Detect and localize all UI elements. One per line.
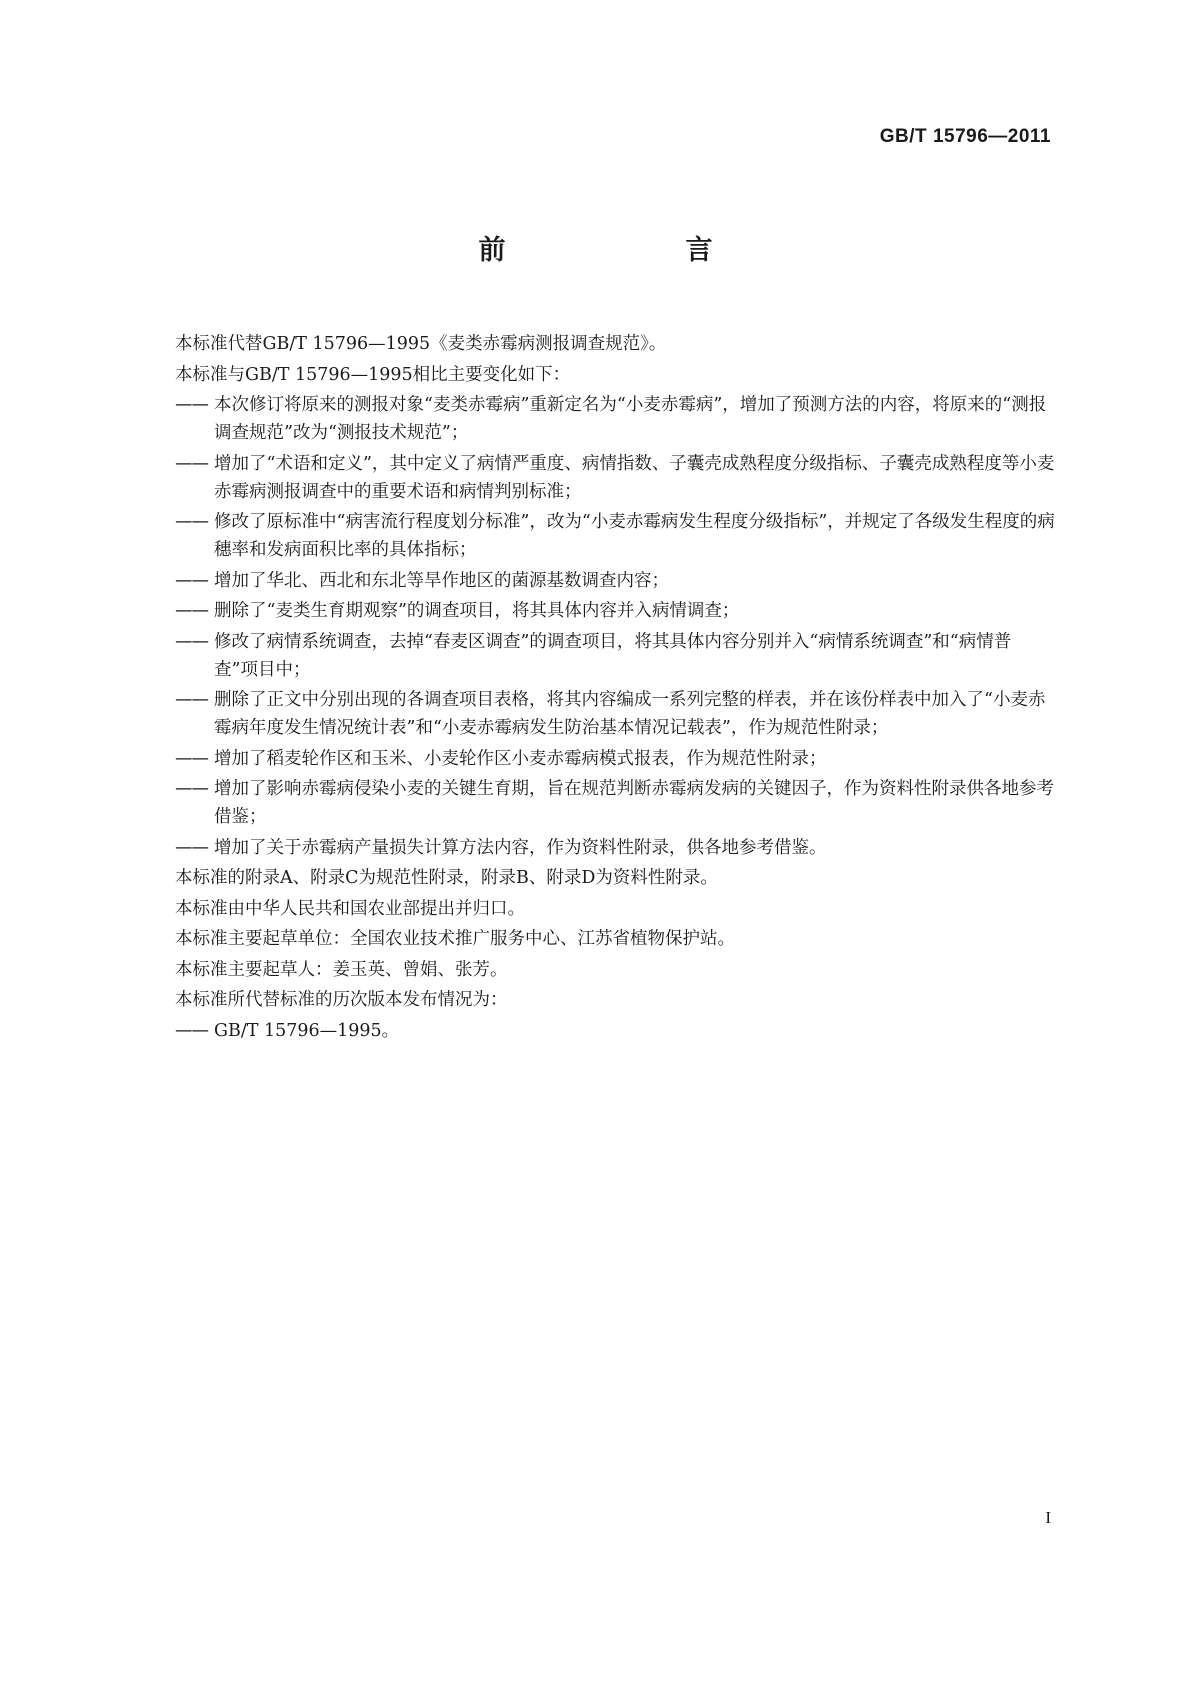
- history-intro: 本标准所代替标准的历次版本发布情况为：: [175, 990, 508, 1010]
- change-item: [175, 597, 1055, 625]
- dash-marker: ——: [175, 690, 208, 710]
- change-item: [175, 834, 1055, 862]
- drafting-units: 本标准主要起草单位：全国农业技术推广服务中心、江苏省植物保护站。: [175, 929, 735, 949]
- history-item: [175, 1017, 1055, 1045]
- dash-marker: ——: [175, 453, 208, 474]
- dash-marker: ——: [175, 1020, 208, 1041]
- dash-marker: ——: [175, 395, 208, 415]
- dash-marker: ——: [175, 601, 208, 621]
- change-item-text: 增加了华北、西北和东北等旱作地区的菌源基数调查内容；: [214, 570, 669, 591]
- change-item-text: 删除了正文中分别出现的各调查项目表格，将其内容编成一系列完整的样表，并在该份样表中加入了“小麦赤霉病年度发生情况统计表”和“小麦赤霉病发生防治基本情况记载表”，作为规范性附录；: [214, 690, 1046, 738]
- page-number: I: [1045, 1508, 1051, 1527]
- change-item: [175, 628, 1055, 684]
- change-item-text: 增加了关于赤霉病产量损失计算方法内容，作为资料性附录，供各地参考借鉴。: [214, 837, 827, 858]
- change-item: [175, 508, 1055, 564]
- standard-code: GB/T 15796—2011: [879, 126, 1051, 147]
- appendix-note: 本标准的附录A、附录C为规范性附录，附录B、附录D为资料性附录。: [175, 868, 718, 888]
- change-item: [175, 567, 1055, 595]
- change-item-text: 本次修订将原来的测报对象“麦类赤霉病”重新定名为“小麦赤霉病”，增加了预测方法的内容，将原来的“测报调查规范”改为“测报技术规范”；: [214, 395, 1047, 443]
- change-item-text: 修改了原标准中“病害流行程度划分标准”，改为“小麦赤霉病发生程度分级指标”，并规定了各级发生程度的病穗率和发病面积比率的具体指标；: [214, 512, 1055, 560]
- change-item-text: 增加了影响赤霉病侵染小麦的关键生育期，旨在规范判断赤霉病发病的关键因子，作为资料性附录供各地参考借鉴；: [214, 779, 1054, 827]
- change-item-text: 增加了“术语和定义”，其中定义了病情严重度、病情指数、子囊壳成熟程度分级指标、子囊壳成熟程度等小麦赤霉病测报调查中的重要术语和病情判别标准；: [214, 453, 1055, 502]
- dash-marker: ——: [175, 512, 208, 532]
- history-item-text: GB/T 15796—1995。: [214, 1020, 400, 1041]
- intro-paragraph-1: 本标准代替GB/T 15796—1995《麦类赤霉病测报调查规范》。: [175, 334, 667, 354]
- dash-marker: ——: [175, 779, 208, 799]
- dash-marker: ——: [175, 631, 208, 652]
- dash-marker: ——: [175, 748, 208, 769]
- proposer-note: 本标准由中华人民共和国农业部提出并归口。: [175, 898, 525, 919]
- dash-marker: ——: [175, 837, 208, 858]
- change-item-text: 修改了病情系统调查，去掉“春麦区调查”的调查项目，将其具体内容分别并入“病情系统调查”和“病情普查”项目中；: [214, 631, 1012, 680]
- change-item: [175, 686, 1055, 742]
- change-item-text: 删除了“麦类生育期观察”的调查项目，将其具体内容并入病情调查；: [214, 601, 740, 621]
- dash-marker: ——: [175, 570, 208, 591]
- change-item-text: 增加了稻麦轮作区和玉米、小麦轮作区小麦赤霉病模式报表，作为规范性附录；: [214, 748, 827, 769]
- drafters: 本标准主要起草人：姜玉英、曾娟、张芳。: [175, 959, 508, 980]
- change-item: [175, 775, 1055, 831]
- change-item: [175, 450, 1055, 506]
- document-body: [175, 330, 1055, 1047]
- change-item: [175, 391, 1055, 447]
- page-title: 前 言: [478, 235, 755, 266]
- intro-paragraph-2: 本标准与GB/T 15796—1995相比主要变化如下：: [175, 364, 571, 385]
- change-item: [175, 745, 1055, 773]
